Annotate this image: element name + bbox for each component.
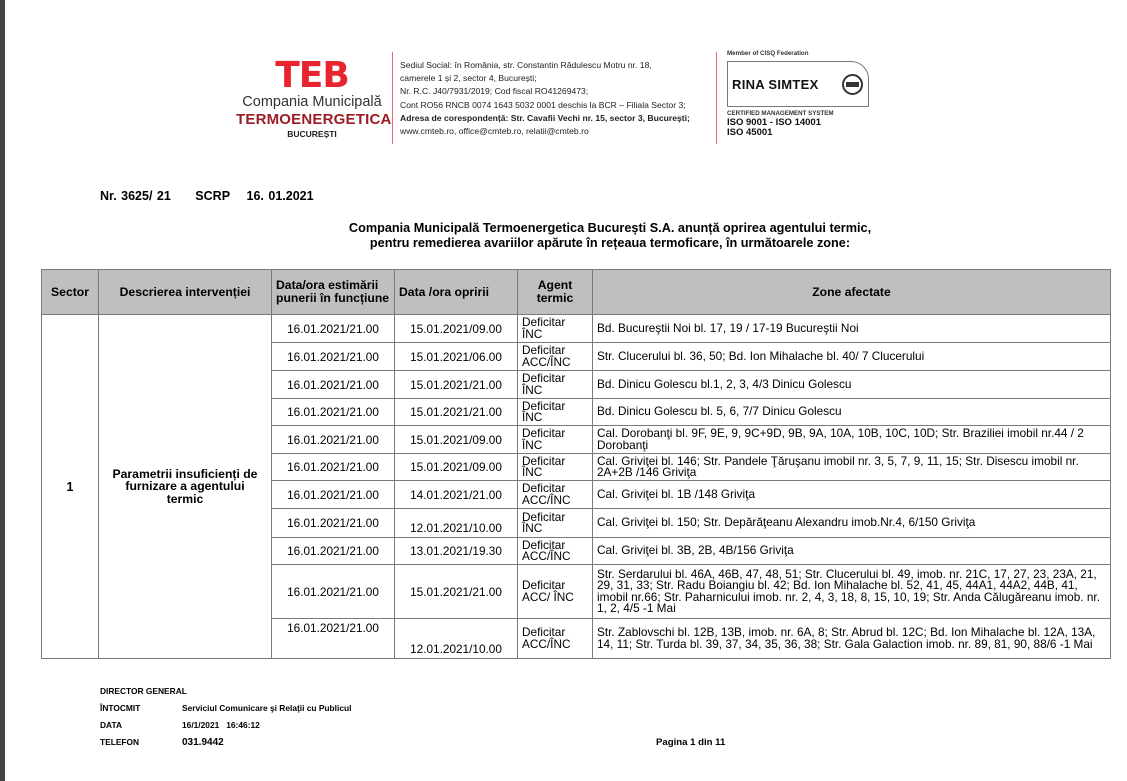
logo-line-2: TERMOENERGETICA [236, 111, 392, 128]
table-row [42, 315, 1111, 343]
agent-cell: Deficitar ACC/ÎNC [518, 538, 593, 565]
cert-iso-2: ISO 45001 [727, 127, 773, 138]
logo-mark: TEB [275, 55, 349, 96]
company-info-line: Cont RO56 RNCB 0074 1643 5032 0001 deschis la BCR – Filiala Sector 3; [400, 99, 686, 110]
agent-cell: Deficitar ACC/ÎNC [518, 343, 593, 371]
estimated-cell: 16.01.2021/21.00 [272, 371, 395, 399]
document-reference [100, 189, 334, 203]
estimated-cell: 16.01.2021/21.00 [272, 315, 395, 343]
estimated-cell: 16.01.2021/21.00 [272, 343, 395, 371]
header-divider [392, 52, 393, 144]
header-sector: Sector [42, 270, 99, 315]
prepared-label: ÎNTOCMIT [100, 703, 141, 713]
logo-line-3: BUCUREȘTI [287, 129, 337, 139]
estimated-cell: 16.01.2021/21.00 [272, 481, 395, 509]
header-description: Descrierea intervenției [99, 270, 272, 315]
estimated-cell: 16.01.2021/21.00 [272, 454, 395, 481]
zones-cell: Cal. Dorobanţi bl. 9F, 9E, 9, 9C+9D, 9B, 9A, 10A, 10B, 10C, 10D; Str. Braziliei imobil nr.44 / 2 Dorobanţi [593, 426, 1111, 454]
agent-cell: Deficitar ÎNC [518, 426, 593, 454]
estimated-cell: 16.01.2021/21.00 [272, 538, 395, 565]
logo-line-1: Compania Municipală [242, 94, 382, 110]
stopped-cell: 13.01.2021/19.30 [395, 538, 518, 565]
zones-cell: Bd. Bucureştii Noi bl. 17, 19 / 17-19 Bucureştii Noi [593, 315, 1111, 343]
outage-table [41, 269, 1111, 659]
zones-cell: Cal. Griviţei bl. 3B, 2B, 4B/156 Griviţa [593, 538, 1111, 565]
estimated-cell: 16.01.2021/21.00 [272, 509, 395, 538]
cert-system: CERTIFIED MANAGEMENT SYSTEM [727, 110, 834, 117]
zones-cell: Str. Serdarului bl. 46A, 46B, 47, 48, 51; Str. Clucerului bl. 49, imob. nr. 21C, 17, 27, 23, 23A, 21, 29, 31, 33; Str. Radu Boiangiu bl. 42; Bd. Ion Mihalache bl. 52, 41, 45, 44A1, 44A2, 44B, 41, imobil nr.66; Str. Paharnicului imob. nr. 2, 4, 3, 18, 8, 15, 10, 19; Str. Anda Călugăreanu imob. nr. 1, 2, 4/5 -1 Mai [593, 565, 1111, 619]
zones-cell: Cal. Griviţei bl. 150; Str. Depărăţeanu Alexandru imob.Nr.4, 6/150 Griviţa [593, 509, 1111, 538]
company-info-line: Sediul Social: în România, str. Constantin Rădulescu Motru nr. 18, [400, 60, 652, 70]
announcement-line: Compania Municipală Termoenergetica București S.A. anunță oprirea agentului termic, [348, 221, 872, 235]
stopped-cell: 15.01.2021/09.00 [395, 315, 518, 343]
doc-date: 16. 01.2021 [246, 189, 314, 203]
header-zones: Zone afectate [593, 270, 1111, 315]
stopped-cell: 15.01.2021/06.00 [395, 343, 518, 371]
stopped-cell: 14.01.2021/21.00 [395, 481, 518, 509]
header-estimated: Data/ora estimării punerii în funcțiune [272, 270, 395, 315]
sector-cell: 1 [42, 315, 99, 659]
cert-member: Member of CISQ Federation [727, 50, 809, 57]
date-label: DATA [100, 720, 123, 730]
stopped-cell: 15.01.2021/21.00 [395, 371, 518, 399]
cert-iso-1: ISO 9001 - ISO 14001 [727, 117, 822, 128]
date-value: 16/1/2021 16:46:12 [182, 720, 260, 730]
announcement-line: pentru remedierea avariilor apărute în rețeaua termoficare, în următoarele zone: [369, 236, 851, 250]
doc-department: SCRP [195, 189, 231, 203]
cert-brand: RINA SIMTEX [732, 76, 819, 92]
announcement [240, 221, 980, 251]
certification-badge [727, 49, 869, 138]
agent-cell: Deficitar ÎNC [518, 399, 593, 426]
stopped-cell: 15.01.2021/21.00 [395, 399, 518, 426]
doc-number: Nr. 3625/ 21 [100, 189, 171, 203]
estimated-cell: 16.01.2021/21.00 [272, 399, 395, 426]
company-info [400, 59, 690, 138]
agent-cell: Deficitar ACC/ÎNC [518, 481, 593, 509]
agent-cell: Deficitar ÎNC [518, 371, 593, 399]
company-logo [236, 55, 392, 140]
stopped-cell: 12.01.2021/10.00 [395, 509, 518, 538]
company-info-line: Nr. R.C. J40/7931/2019; Cod fiscal RO41269473; [400, 86, 589, 97]
stopped-cell: 15.01.2021/21.00 [395, 565, 518, 619]
table-header-row [42, 270, 1111, 315]
prepared-value: Serviciul Comunicare şi Relaţii cu Publicul [182, 703, 352, 713]
agent-cell: Deficitar ÎNC [518, 315, 593, 343]
estimated-cell: 16.01.2021/21.00 [272, 565, 395, 619]
agent-cell: Deficitar ÎNC [518, 509, 593, 538]
zones-cell: Bd. Dinicu Golescu bl.1, 2, 3, 4/3 Dinicu Golescu [593, 371, 1111, 399]
footer [100, 686, 351, 754]
phone-value: 031.9442 [182, 737, 224, 748]
page-number: Pagina 1 din 11 [656, 737, 726, 748]
zones-cell: Str. Zablovschi bl. 12B, 13B, imob. nr. 6A, 8; Str. Abrud bl. 12C; Bd. Ion Mihalache bl. 12A, 13A, 14, 11; Str. Turda bl. 39, 37, 34, 35, 36, 38; Str. Gala Galaction imob. nr. 89, 81, 90, 88/6 -1 Mai [593, 619, 1111, 659]
zones-cell: Str. Clucerului bl. 36, 50; Bd. Ion Mihalache bl. 40/ 7 Clucerului [593, 343, 1111, 371]
agent-cell: Deficitar ÎNC [518, 454, 593, 481]
cert-box [727, 61, 869, 107]
stopped-cell: 15.01.2021/09.00 [395, 426, 518, 454]
description-cell: Parametrii insuficienți de furnizare a agentului termic [99, 315, 272, 659]
header-divider [716, 52, 717, 144]
director-label: DIRECTOR GENERAL [100, 686, 187, 696]
header-agent: Agent termic [518, 270, 593, 315]
agent-cell: Deficitar ACC/ ÎNC [518, 565, 593, 619]
seal-icon [842, 74, 863, 95]
company-info-line: Adresa de corespondență: Str. Cavafii Vechi nr. 15, sector 3, București; [400, 112, 690, 123]
phone-label: TELEFON [100, 737, 140, 747]
viewer-left-edge [0, 0, 5, 781]
stopped-cell: 12.01.2021/10.00 [395, 619, 518, 659]
header-stopped: Data /ora opririi [395, 270, 518, 315]
estimated-cell: 16.01.2021/21.00 [272, 426, 395, 454]
agent-cell: Deficitar ACC/ÎNC [518, 619, 593, 659]
zones-cell: Cal. Griviţei bl. 1B /148 Griviţa [593, 481, 1111, 509]
estimated-cell: 16.01.2021/21.00 [272, 619, 395, 659]
company-info-line: www.cmteb.ro, office@cmteb.ro, relatii@cmteb.ro [400, 126, 589, 137]
zones-cell: Bd. Dinicu Golescu bl. 5, 6, 7/7 Dinicu Golescu [593, 399, 1111, 426]
stopped-cell: 15.01.2021/09.00 [395, 454, 518, 481]
zones-cell: Cal. Griviţei bl. 146; Str. Pandele Ţăruşanu imobil nr. 3, 5, 7, 9, 11, 15; Str. Disescu imobil nr. 2A+2B /146 Griviţa [593, 454, 1111, 481]
company-info-line: camerele 1 și 2, sector 4, București; [400, 73, 537, 84]
